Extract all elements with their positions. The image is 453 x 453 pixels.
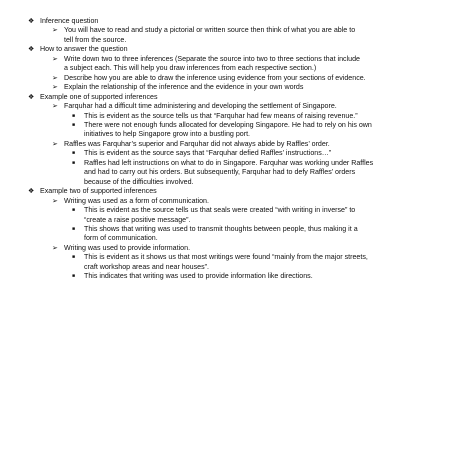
- arrow-bullet-icon: ➢: [52, 84, 58, 92]
- section-heading-text: How to answer the question: [40, 45, 128, 54]
- square-bullet-icon: ■: [72, 159, 76, 166]
- sub-list-item: [28, 149, 438, 158]
- sub-list-item: [28, 206, 438, 215]
- section-heading-example-one: [28, 93, 438, 102]
- sub-list-item-text: This shows that writing was used to transmit thoughts between people, thus making it a: [84, 224, 358, 233]
- square-bullet-icon: ■: [72, 112, 76, 119]
- section-heading-example-two: [28, 187, 438, 196]
- list-item-text: Describe how you are able to draw the inference using evidence from your sections of evidence.: [64, 73, 366, 82]
- list-item: [28, 244, 438, 253]
- sub-list-item-text: This is evident as it shows us that most writings were found “mainly from the major streets,: [84, 253, 368, 262]
- list-item-text: Farquhar had a difficult time administering and developing the settlement of Singapore.: [64, 102, 337, 111]
- sub-list-item-text: There were not enough funds allocated for developing Singapore. He had to rely on his own: [84, 120, 372, 129]
- sub-list-item-continuation: and had to carry out his orders. But subsequently, Farquhar had to defy Raffles’ orders: [84, 168, 356, 177]
- list-item: [28, 102, 438, 111]
- list-item-text: Explain the relationship of the inference and the evidence in your own words: [64, 83, 304, 92]
- arrow-bullet-icon: ➢: [52, 140, 58, 148]
- square-bullet-icon: ■: [72, 150, 76, 157]
- list-item-text: Writing was used as a form of communication.: [64, 196, 209, 205]
- list-item: [28, 83, 438, 92]
- arrow-bullet-icon: ➢: [52, 103, 58, 111]
- list-item-continuation: a subject each. This will help you draw inferences from each respective section.): [64, 64, 317, 73]
- section-heading-inference: [28, 17, 438, 26]
- list-item-text: Write down two to three inferences (Separate the source into two to three sections that include: [64, 54, 360, 63]
- diamond-bullet-icon: ❖: [28, 18, 35, 25]
- square-bullet-icon: ■: [72, 273, 76, 280]
- sub-list-item-continuation: because of the difficulties involved.: [84, 177, 194, 186]
- list-item-text: Writing was used to provide information.: [64, 243, 191, 252]
- sub-list-item-text: This is evident as the source tells us that seals were created “with writing in inverse” to: [84, 206, 356, 215]
- sub-list-item-continuation: “create a raise positive message”.: [84, 215, 191, 224]
- list-item: [28, 197, 438, 206]
- arrow-bullet-icon: ➢: [52, 197, 58, 205]
- sub-list-item: [28, 159, 438, 168]
- list-item: [28, 26, 438, 35]
- sub-list-item-text: This is evident as the source says that “Farquhar defied Raffles’ instructions…”: [84, 149, 332, 158]
- list-item-text: Raffles was Farquhar’s superior and Farquhar did not always abide by Raffles’ order.: [64, 139, 330, 148]
- list-item: [28, 140, 438, 149]
- square-bullet-icon: ■: [72, 207, 76, 214]
- square-bullet-icon: ■: [72, 225, 76, 232]
- list-item: [28, 55, 438, 64]
- sub-list-item-text: This is evident as the source tells us that “Farquhar had few means of raising revenue.”: [84, 111, 358, 120]
- sub-list-item-continuation: craft workshop areas and near houses”.: [84, 262, 209, 271]
- diamond-bullet-icon: ❖: [28, 188, 35, 196]
- diamond-bullet-icon: ❖: [28, 46, 35, 54]
- sub-list-item-text: Raffles had left instructions on what to do in Singapore. Farquhar was working under Raffles: [84, 158, 374, 167]
- sub-list-item: [28, 121, 438, 130]
- sub-list-item: [28, 253, 438, 262]
- list-item-continuation: tell from the source.: [64, 35, 127, 44]
- list-item: [28, 74, 438, 83]
- diamond-bullet-icon: ❖: [28, 93, 35, 101]
- arrow-bullet-icon: ➢: [52, 55, 58, 63]
- sub-list-item-text: This indicates that writing was used to provide information like directions.: [84, 272, 313, 281]
- square-bullet-icon: ■: [72, 121, 76, 128]
- sub-list-item: [28, 272, 438, 281]
- sub-list-item-continuation: form of communication.: [84, 234, 158, 243]
- arrow-bullet-icon: ➢: [52, 27, 58, 35]
- sub-list-item: [28, 225, 438, 234]
- list-item-text: You will have to read and study a pictorial or written source then think of what you are able to: [64, 26, 356, 35]
- section-heading-text: Example one of supported inferences: [40, 92, 158, 101]
- document-body: [28, 17, 438, 282]
- section-heading-how-to-answer: [28, 45, 438, 54]
- section-heading-text: Example two of supported inferences: [40, 187, 157, 196]
- section-heading-text: Inference question: [40, 17, 99, 25]
- arrow-bullet-icon: ➢: [52, 244, 58, 252]
- sub-list-item: [28, 112, 438, 121]
- arrow-bullet-icon: ➢: [52, 74, 58, 82]
- sub-list-item-continuation: initiatives to help Singapore grow into a bustling port.: [84, 130, 251, 139]
- square-bullet-icon: ■: [72, 254, 76, 261]
